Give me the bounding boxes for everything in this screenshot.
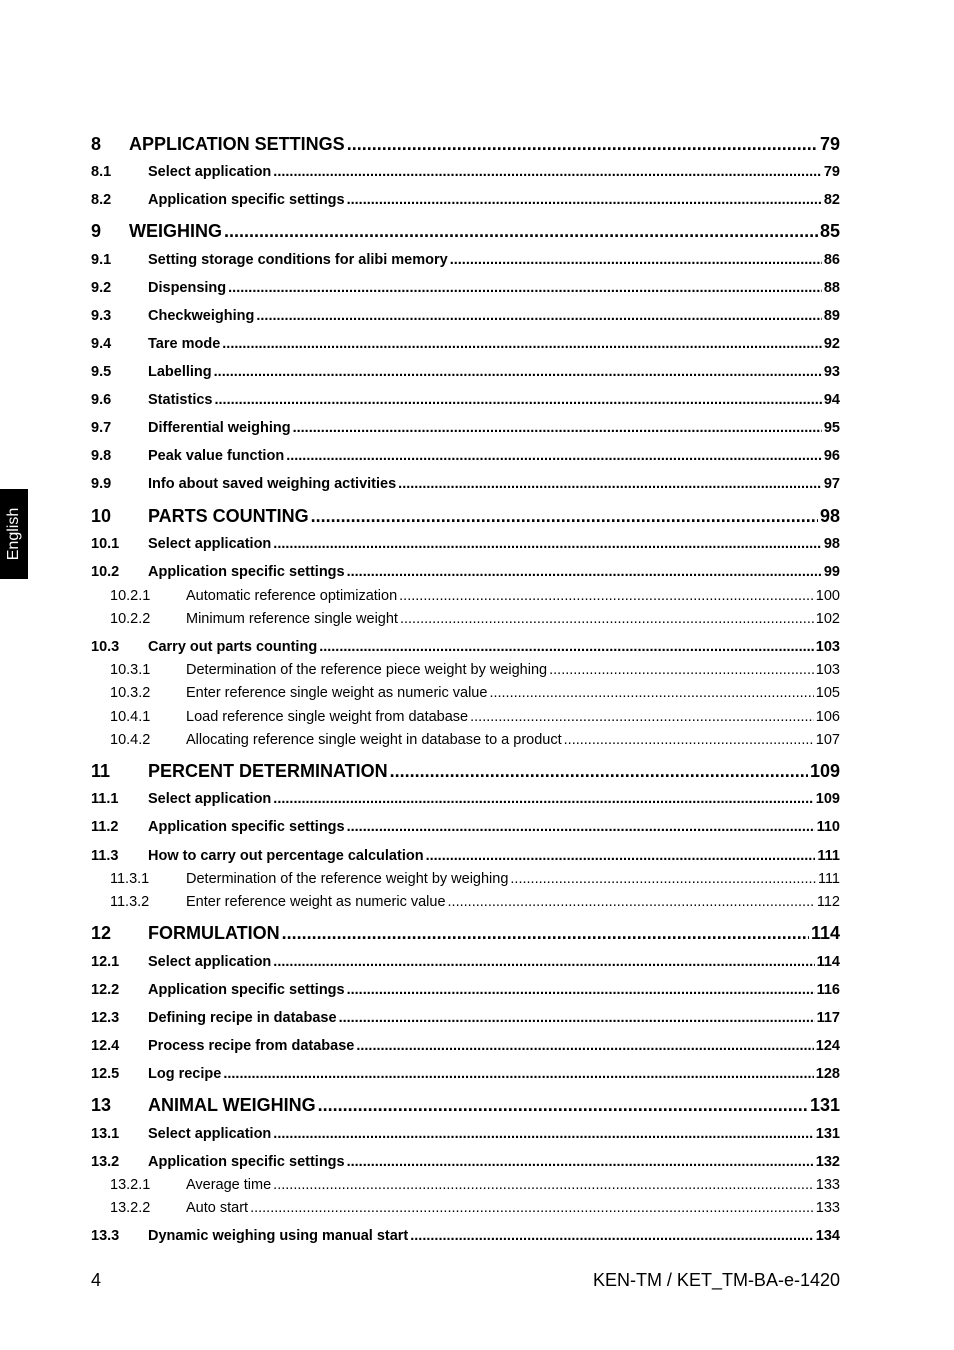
- toc-leader-dots: [398, 476, 822, 492]
- toc-entry-number: 11.2: [91, 819, 119, 835]
- toc-entry[interactable]: [91, 448, 840, 464]
- toc-leader-dots: [318, 1095, 808, 1116]
- toc-entry[interactable]: [91, 1010, 840, 1026]
- toc-entry-number: 11.3.2: [110, 894, 150, 910]
- toc-entry[interactable]: [91, 871, 840, 887]
- toc-entry-number: 9.8: [91, 448, 112, 464]
- toc-leader-dots: [273, 164, 822, 180]
- toc-entry-page: 95: [823, 420, 840, 436]
- toc-entry[interactable]: [91, 1038, 840, 1054]
- toc-entry[interactable]: [91, 420, 840, 436]
- toc-entry-title: Application specific settings: [148, 192, 345, 208]
- toc-entry[interactable]: [91, 1228, 840, 1244]
- toc-entry[interactable]: [91, 392, 840, 408]
- toc-entry-number: 10.3.1: [110, 662, 151, 678]
- toc-entry[interactable]: [91, 536, 840, 552]
- toc-entry-number: 9.3: [91, 308, 112, 324]
- toc-entry-title: WEIGHING: [129, 221, 222, 241]
- toc-entry-number: 12.3: [91, 1010, 120, 1026]
- toc-entry-page: 132: [815, 1154, 840, 1170]
- toc-entry-page: 102: [815, 611, 840, 627]
- toc-entry-page: 131: [815, 1126, 840, 1142]
- toc-entry-page: 116: [816, 982, 840, 998]
- toc-entry-number: 11.1: [91, 791, 119, 807]
- toc-leader-dots: [549, 662, 814, 678]
- toc-entry-page: 94: [823, 392, 840, 408]
- toc-entry[interactable]: [91, 819, 840, 835]
- toc-entry[interactable]: [91, 221, 840, 242]
- toc-entry-page: 82: [823, 192, 840, 208]
- toc-entry-page: 109: [815, 791, 840, 807]
- toc-entry-number: 12.2: [91, 982, 120, 998]
- toc-entry-title: Setting storage conditions for alibi memory: [148, 252, 448, 268]
- toc-leader-dots: [489, 685, 813, 701]
- toc-entry-number: 13.2.2: [110, 1200, 151, 1216]
- toc-entry-number: 11.3.1: [110, 871, 150, 887]
- toc-entry-number: 10.3.2: [110, 685, 151, 701]
- toc-entry-page: 93: [823, 364, 840, 380]
- toc-leader-dots: [510, 871, 816, 887]
- toc-leader-dots: [319, 639, 814, 655]
- toc-entry[interactable]: [91, 308, 840, 324]
- toc-entry-number: 8: [91, 134, 102, 154]
- toc-entry[interactable]: [91, 732, 840, 748]
- toc-entry-page: 134: [815, 1228, 840, 1244]
- toc-entry-title: Determination of the reference weight by weighing: [186, 871, 509, 887]
- toc-entry-title: Select application: [148, 1126, 272, 1142]
- toc-entry-title: Peak value function: [148, 448, 285, 464]
- toc-entry-title: Checkweighing: [148, 308, 255, 324]
- toc-entry-title: Dispensing: [148, 280, 227, 296]
- toc-entry[interactable]: [91, 1066, 840, 1082]
- toc-leader-dots: [273, 1126, 814, 1142]
- toc-entry-number: 12.4: [91, 1038, 120, 1054]
- toc-entry-page: 112: [816, 894, 840, 910]
- toc-entry[interactable]: [91, 252, 840, 268]
- toc-entry-page: 133: [815, 1177, 840, 1193]
- toc-entry-title: Labelling: [148, 364, 212, 380]
- toc-entry[interactable]: [91, 1095, 840, 1116]
- toc-entry[interactable]: [91, 506, 840, 527]
- toc-entry-page: 109: [809, 761, 840, 781]
- toc-entry-number: 10.4.2: [110, 732, 151, 748]
- toc-entry[interactable]: [91, 685, 840, 701]
- toc-entry[interactable]: [91, 336, 840, 352]
- toc-entry-number: 11: [91, 761, 111, 781]
- toc-entry[interactable]: [91, 476, 840, 492]
- toc-entry-number: 13: [91, 1095, 112, 1115]
- toc-entry-title: PARTS COUNTING: [148, 506, 309, 526]
- toc-entry-title: Statistics: [148, 392, 213, 408]
- toc-entry-page: 103: [815, 662, 840, 678]
- toc-entry-number: 10.2: [91, 564, 120, 580]
- toc-entry-number: 12.5: [91, 1066, 120, 1082]
- toc-entry-number: 13.3: [91, 1228, 120, 1244]
- toc-entry-title: Auto start: [186, 1200, 249, 1216]
- toc-entry-page: 86: [823, 252, 840, 268]
- toc-leader-dots: [228, 280, 822, 296]
- toc-entry-number: 9: [91, 221, 102, 241]
- toc-entry[interactable]: [91, 192, 840, 208]
- toc-entry-page: 106: [815, 709, 840, 725]
- toc-entry-page: 131: [809, 1095, 840, 1115]
- toc-entry-number: 8.1: [91, 164, 112, 180]
- toc-entry-title: Select application: [148, 791, 272, 807]
- toc-entry[interactable]: [91, 164, 840, 180]
- toc-entry-title: Dynamic weighing using manual start: [148, 1228, 409, 1244]
- page-number: 4: [91, 1270, 102, 1290]
- toc-leader-dots: [564, 732, 814, 748]
- toc-entry[interactable]: [91, 1126, 840, 1142]
- toc-entry-number: 13.2: [91, 1154, 120, 1170]
- toc-entry[interactable]: [91, 662, 840, 678]
- toc-entry-page: 107: [815, 732, 840, 748]
- toc-entry-number: 13.2.1: [110, 1177, 151, 1193]
- toc-entry-title: FORMULATION: [148, 923, 280, 943]
- toc-entry-number: 9.5: [91, 364, 112, 380]
- toc-entry[interactable]: [91, 761, 840, 782]
- toc-entry-number: 10.1: [91, 536, 120, 552]
- toc-entry-page: 97: [823, 476, 840, 492]
- toc-entry-title: Enter reference weight as numeric value: [186, 894, 446, 910]
- toc-entry-number: 13.1: [91, 1126, 120, 1142]
- toc-entry-title: Log recipe: [148, 1066, 222, 1082]
- toc-entry[interactable]: [91, 588, 840, 604]
- toc-entry[interactable]: [91, 982, 840, 998]
- toc-entry-number: 11.3: [91, 848, 119, 864]
- toc-entry-page: 99: [823, 564, 840, 580]
- toc-entry-title: Enter reference single weight as numeric value: [186, 685, 488, 701]
- toc-leader-dots: [250, 1200, 814, 1216]
- toc-leader-dots: [390, 761, 808, 782]
- toc-entry-title: Application specific settings: [148, 982, 345, 998]
- toc-leader-dots: [347, 564, 822, 580]
- toc-leader-dots: [214, 364, 822, 380]
- toc-leader-dots: [426, 848, 816, 864]
- toc-entry-number: 10.2.2: [110, 611, 151, 627]
- toc-entry[interactable]: [91, 894, 840, 910]
- toc-entry-title: Defining recipe in database: [148, 1010, 337, 1026]
- toc-entry-page: 114: [810, 923, 840, 943]
- toc-entry-page: 98: [823, 536, 840, 552]
- toc-entry[interactable]: [91, 791, 840, 807]
- toc-entry-number: 9.9: [91, 476, 112, 492]
- toc-entry-page: 117: [816, 1010, 840, 1026]
- toc-entry-title: Application specific settings: [148, 819, 345, 835]
- toc-leader-dots: [273, 536, 822, 552]
- toc-entry-page: 124: [815, 1038, 840, 1054]
- toc-entry-title: Application specific settings: [148, 564, 345, 580]
- toc-leader-dots: [311, 506, 818, 527]
- toc-entry-page: 92: [823, 336, 840, 352]
- toc-entry[interactable]: [91, 639, 840, 655]
- toc-entry-title: How to carry out percentage calculation: [148, 848, 424, 864]
- toc-entry-title: Select application: [148, 164, 272, 180]
- toc-entry-title: Load reference single weight from database: [186, 709, 469, 725]
- toc-entry-page: 98: [819, 506, 840, 526]
- toc-entry-number: 10.2.1: [110, 588, 151, 604]
- toc-leader-dots: [410, 1228, 814, 1244]
- toc-entry-page: 88: [823, 280, 840, 296]
- toc-entry[interactable]: [91, 364, 840, 380]
- toc-leader-dots: [256, 308, 822, 324]
- toc-entry-number: 9.6: [91, 392, 112, 408]
- toc-entry-page: 96: [823, 448, 840, 464]
- toc-entry-number: 12.1: [91, 954, 120, 970]
- toc-entry-title: Info about saved weighing activities: [148, 476, 397, 492]
- toc-entry-number: 9.2: [91, 280, 112, 296]
- toc-entry-number: 10.4.1: [110, 709, 151, 725]
- toc-entry-title: Tare mode: [148, 336, 221, 352]
- toc-entry-number: 10.3: [91, 639, 120, 655]
- toc-entry-number: 12: [91, 923, 112, 943]
- toc-leader-dots: [214, 392, 821, 408]
- toc-leader-dots: [222, 336, 822, 352]
- toc-entry[interactable]: [91, 611, 840, 627]
- toc-leader-dots: [286, 448, 822, 464]
- toc-entry-page: 89: [823, 308, 840, 324]
- toc-entry-page: 79: [819, 134, 840, 154]
- toc-entry-page: 111: [817, 848, 840, 864]
- toc-entry[interactable]: [91, 1154, 840, 1170]
- toc-entry-title: Allocating reference single weight in database to a product: [186, 732, 562, 748]
- toc-entry-title: Process recipe from database: [148, 1038, 355, 1054]
- toc-leader-dots: [450, 252, 822, 268]
- document-id: KEN-TM / KET_TM-BA-e-1420: [592, 1270, 840, 1290]
- toc-entry-title: Automatic reference optimization: [186, 588, 398, 604]
- toc-leader-dots: [448, 894, 815, 910]
- toc-entry-page: 100: [815, 588, 840, 604]
- toc-entry-title: Carry out parts counting: [148, 639, 318, 655]
- toc-entry-page: 128: [815, 1066, 840, 1082]
- toc-leader-dots: [347, 819, 815, 835]
- toc-leader-dots: [273, 954, 814, 970]
- toc-leader-dots: [400, 611, 814, 627]
- toc-entry-number: 9.4: [91, 336, 112, 352]
- toc-leader-dots: [347, 982, 815, 998]
- toc-entry-title: Select application: [148, 954, 272, 970]
- toc-entry-number: 9.7: [91, 420, 112, 436]
- toc-entry-page: 85: [819, 221, 840, 241]
- toc-leader-dots: [399, 588, 814, 604]
- toc-entry-title: Minimum reference single weight: [186, 611, 398, 627]
- toc-entry[interactable]: [91, 848, 840, 864]
- toc-entry[interactable]: [91, 923, 840, 944]
- toc-entry-title: APPLICATION SETTINGS: [129, 134, 345, 154]
- toc-entry-number: 8.2: [91, 192, 112, 208]
- toc-entry-title: Average time: [186, 1177, 272, 1193]
- toc-entry-page: 103: [815, 639, 840, 655]
- toc-entry-page: 105: [815, 685, 840, 701]
- toc-entry-page: 79: [823, 164, 840, 180]
- toc-entry[interactable]: [91, 564, 840, 580]
- toc-entry[interactable]: [91, 954, 840, 970]
- toc-entry-page: 133: [815, 1200, 840, 1216]
- toc-leader-dots: [273, 1177, 814, 1193]
- toc-entry-page: 114: [816, 954, 840, 970]
- toc-leader-dots: [347, 1154, 814, 1170]
- toc-entry-title: ANIMAL WEIGHING: [148, 1095, 316, 1115]
- toc-leader-dots: [282, 923, 809, 944]
- toc-entry-title: Differential weighing: [148, 420, 291, 436]
- toc-leader-dots: [273, 791, 814, 807]
- toc-entry-title: Determination of the reference piece weight by weighing: [186, 662, 548, 678]
- toc-entry[interactable]: [91, 709, 840, 725]
- toc-leader-dots: [293, 420, 822, 436]
- toc-leader-dots: [356, 1038, 813, 1054]
- toc-entry-page: 110: [816, 819, 840, 835]
- toc-entry-title: Application specific settings: [148, 1154, 345, 1170]
- language-tab-label: English: [5, 507, 22, 561]
- toc-entry[interactable]: [91, 280, 840, 296]
- page-footer: [91, 1270, 840, 1291]
- toc-entry[interactable]: [91, 1200, 840, 1216]
- toc-leader-dots: [339, 1010, 815, 1026]
- toc-entry[interactable]: [91, 134, 840, 155]
- toc-leader-dots: [347, 134, 818, 155]
- toc-entry-page: 111: [817, 871, 840, 887]
- toc-entry-number: 9.1: [91, 252, 112, 268]
- toc-leader-dots: [223, 1066, 813, 1082]
- toc-leader-dots: [224, 221, 818, 242]
- toc-entry-title: Select application: [148, 536, 272, 552]
- toc-entry-title: PERCENT DETERMINATION: [148, 761, 388, 781]
- language-tab: [0, 489, 28, 579]
- toc-entry-number: 10: [91, 506, 112, 526]
- toc-leader-dots: [470, 709, 814, 725]
- toc-entry[interactable]: [91, 1177, 840, 1193]
- toc-leader-dots: [347, 192, 822, 208]
